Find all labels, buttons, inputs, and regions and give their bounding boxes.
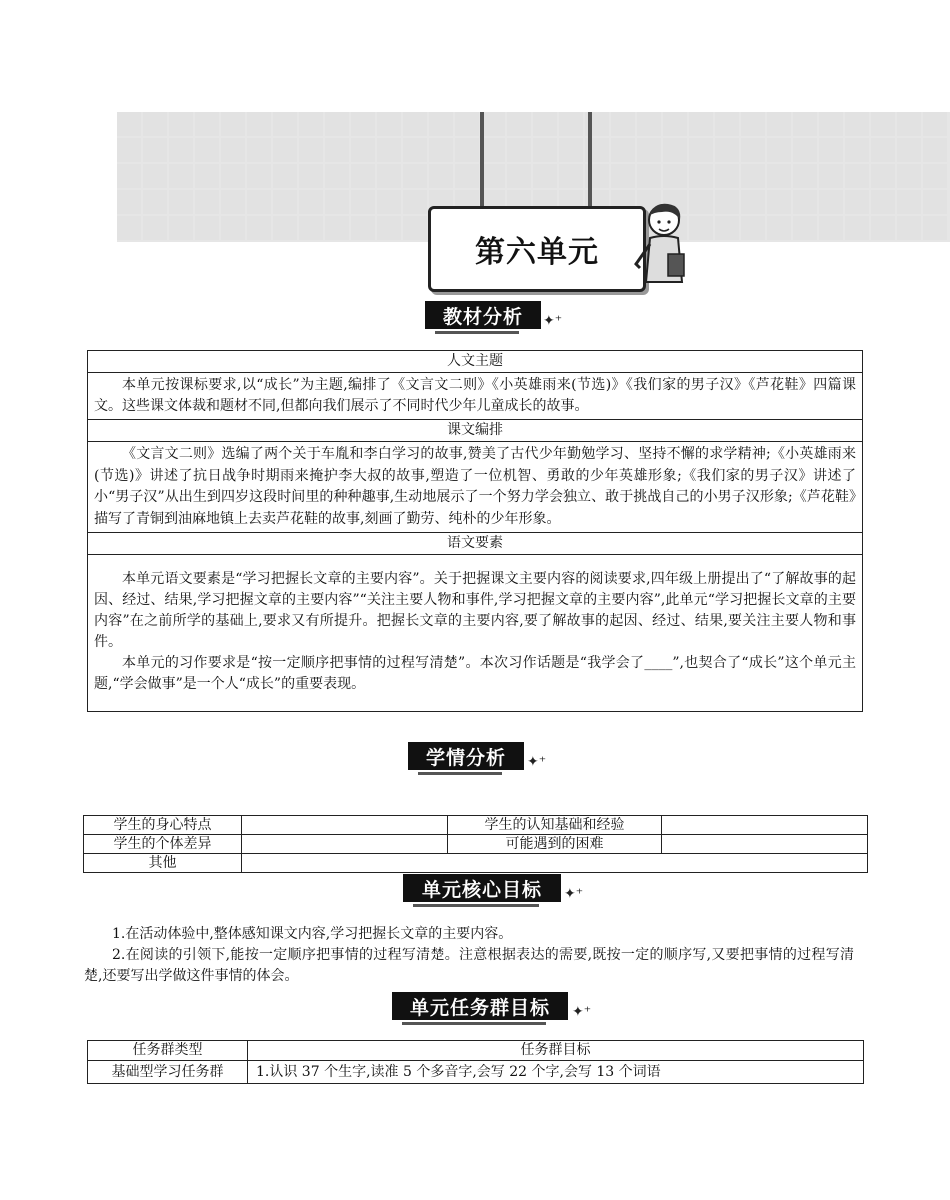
grid-cell	[195, 216, 219, 240]
writing-requirement-paragraph: 本单元的习作要求是“按一定顺序把事情的过程写清楚”。本次习作话题是“我学会了____”,也契合了“成长”这个单元主题,“学会做事”是一个人“成长”的重要表现。	[94, 655, 856, 692]
grid-cell	[741, 138, 765, 162]
grid-cell	[741, 216, 765, 240]
grid-cell	[793, 138, 817, 162]
task-group-table	[87, 1040, 864, 1084]
possible-difficulty-value	[662, 835, 868, 854]
grid-cell	[507, 112, 531, 136]
section-heading-textbook-analysis: 教材分析	[425, 301, 541, 329]
grid-cell	[637, 112, 661, 136]
grid-cell	[273, 216, 297, 240]
grid-cell	[403, 138, 427, 162]
theme-paragraph: 本单元按课标要求,以“成长”为主题,编排了《文言文二则》《小英雄雨来(节选)》《我们家的男子汉》《芦花鞋》四篇课文。这些课文体裁和题材不同,但都向我们展示了不同时代少年儿童成长的故事。	[88, 373, 863, 420]
grid-cell	[611, 112, 635, 136]
grid-cell	[819, 138, 843, 162]
sparkle-icon: ✦⁺	[564, 886, 584, 902]
grid-cell	[221, 112, 245, 136]
grid-cell	[325, 112, 349, 136]
grid-cell	[507, 164, 531, 188]
grid-cell	[481, 112, 505, 136]
sparkle-icon: ✦⁺	[543, 313, 563, 329]
grid-cell	[793, 112, 817, 136]
hanging-rope-left	[480, 112, 484, 208]
section-heading-core-goals: 单元核心目标	[403, 874, 561, 902]
grid-cell	[403, 112, 427, 136]
grid-cell	[195, 112, 219, 136]
grid-cell	[273, 138, 297, 162]
grid-cell	[663, 138, 687, 162]
grid-cell	[143, 216, 167, 240]
cognitive-basis-value	[662, 816, 868, 835]
arrangement-paragraph: 《文言文二则》选编了两个关于车胤和李白学习的故事,赞美了古代少年勤勉学习、坚持不懈的求学精神;《小英雄雨来(节选)》讲述了抗日战争时期雨来掩护李大叔的故事,塑造了一位机智、勇敢的少年英雄形象;《我们家的男子汉》讲述了小“男子汉”从出生到四岁这段时间里的种种趣事,生动地展示了一个努力学会独立、敢于挑战自己的小男子汉形象;《芦花鞋》描写了青铜到油麻地镇上去卖芦花鞋的故事,刻画了勤劳、纯朴的少年形象。	[88, 442, 863, 533]
grid-cell	[455, 164, 479, 188]
textbook-analysis-table	[87, 350, 863, 712]
grid-cell	[663, 164, 687, 188]
grid-cell	[923, 164, 947, 188]
student-analysis-table	[83, 815, 868, 873]
grid-cell	[143, 164, 167, 188]
grid-cell	[273, 112, 297, 136]
grid-cell	[715, 190, 739, 214]
grid-cell	[481, 138, 505, 162]
unit-title: 第六单元	[475, 235, 599, 270]
grid-cell	[143, 138, 167, 162]
grid-cell	[221, 216, 245, 240]
individual-difference-value	[242, 835, 448, 854]
grid-cell	[715, 164, 739, 188]
grid-cell	[871, 216, 895, 240]
grid-cell	[559, 138, 583, 162]
grid-cell	[767, 138, 791, 162]
sparkle-icon: ✦⁺	[527, 754, 547, 770]
other-label: 其他	[84, 854, 242, 873]
grid-cell	[377, 164, 401, 188]
sparkle-icon: ✦⁺	[572, 1004, 592, 1020]
grid-cell	[195, 164, 219, 188]
grid-cell	[351, 164, 375, 188]
grid-cell	[169, 190, 193, 214]
grid-cell	[403, 216, 427, 240]
grid-cell	[923, 216, 947, 240]
grid-cell	[403, 164, 427, 188]
physical-mental-label: 学生的身心特点	[84, 816, 242, 835]
grid-cell	[741, 164, 765, 188]
grid-cell	[143, 190, 167, 214]
grid-cell	[273, 164, 297, 188]
grid-cell	[637, 164, 661, 188]
grid-cell	[169, 216, 193, 240]
grid-cell	[351, 190, 375, 214]
language-elements-header: 语文要素	[88, 533, 863, 555]
grid-cell	[221, 190, 245, 214]
grid-cell	[429, 164, 453, 188]
grid-cell	[533, 164, 557, 188]
grid-cell	[689, 164, 713, 188]
grid-cell	[845, 216, 869, 240]
language-elements-paragraph: 本单元语文要素是“学习把握长文章的主要内容”。关于把握课文主要内容的阅读要求,四年级上册提出了“了解故事的起因、经过、结果,学习把握文章的主要内容”“关注主要人物和事件,学习把握文章的主要内容”,此单元“学习把握长文章的主要内容”在之前所学的基础上,要求又有所提升。把握长文章的主要内容,要了解故事的起因、经过、结果,要关注主要人物和事件。	[94, 571, 856, 650]
grid-cell	[897, 190, 921, 214]
grid-cell	[507, 138, 531, 162]
grid-cell	[767, 112, 791, 136]
grid-cell	[923, 112, 947, 136]
grid-cell	[871, 190, 895, 214]
grid-cell	[247, 164, 271, 188]
grid-cell	[767, 190, 791, 214]
possible-difficulty-label: 可能遇到的困难	[448, 835, 662, 854]
theme-header: 人文主题	[88, 351, 863, 373]
grid-cell	[325, 216, 349, 240]
grid-cell	[351, 138, 375, 162]
grid-cell	[845, 164, 869, 188]
grid-cell	[143, 112, 167, 136]
section-heading-task-group-goals: 单元任务群目标	[392, 992, 568, 1020]
grid-cell	[689, 138, 713, 162]
grid-cell	[689, 112, 713, 136]
grid-cell	[351, 216, 375, 240]
grid-cell	[767, 216, 791, 240]
grid-cell	[481, 164, 505, 188]
grid-cell	[819, 164, 843, 188]
grid-cell	[117, 138, 141, 162]
grid-cell	[533, 112, 557, 136]
grid-cell	[325, 164, 349, 188]
grid-cell	[299, 112, 323, 136]
grid-cell	[559, 164, 583, 188]
grid-cell	[741, 190, 765, 214]
grid-cell	[325, 138, 349, 162]
grid-cell	[247, 138, 271, 162]
grid-cell	[377, 190, 401, 214]
grid-cell	[871, 164, 895, 188]
core-goals-text	[84, 924, 854, 987]
grid-cell	[845, 112, 869, 136]
grid-cell	[741, 112, 765, 136]
grid-cell	[923, 190, 947, 214]
grid-cell	[897, 138, 921, 162]
grid-cell	[923, 138, 947, 162]
grid-cell	[169, 164, 193, 188]
student-mascot-icon	[634, 198, 694, 290]
grid-cell	[455, 138, 479, 162]
grid-cell	[377, 112, 401, 136]
section-heading-student-analysis: 学情分析	[408, 742, 524, 770]
task-type-header: 任务群类型	[88, 1041, 248, 1061]
hanging-rope-right	[588, 112, 592, 208]
grid-cell	[715, 216, 739, 240]
grid-cell	[221, 164, 245, 188]
other-value	[242, 854, 868, 873]
grid-cell	[819, 190, 843, 214]
unit-title-board	[428, 206, 646, 292]
grid-cell	[117, 164, 141, 188]
grid-cell	[377, 138, 401, 162]
grid-cell	[819, 112, 843, 136]
arrangement-header: 课文编排	[88, 420, 863, 442]
grid-cell	[871, 138, 895, 162]
grid-cell	[247, 216, 271, 240]
grid-cell	[429, 138, 453, 162]
grid-cell	[819, 216, 843, 240]
task-type-basic: 基础型学习任务群	[88, 1061, 248, 1084]
grid-cell	[871, 112, 895, 136]
grid-cell	[169, 138, 193, 162]
grid-cell	[195, 190, 219, 214]
grid-cell	[195, 138, 219, 162]
grid-cell	[117, 216, 141, 240]
grid-cell	[351, 112, 375, 136]
grid-cell	[611, 164, 635, 188]
grid-cell	[325, 190, 349, 214]
grid-cell	[767, 164, 791, 188]
grid-cell	[377, 216, 401, 240]
grid-cell	[299, 190, 323, 214]
grid-cell	[793, 216, 817, 240]
task-goal-basic: 1.认识 37 个生字,读准 5 个多音字,会写 22 个字,会写 13 个词语	[248, 1061, 864, 1084]
grid-cell	[299, 216, 323, 240]
grid-cell	[793, 164, 817, 188]
grid-cell	[897, 216, 921, 240]
grid-cell	[559, 112, 583, 136]
grid-cell	[429, 112, 453, 136]
grid-cell	[455, 112, 479, 136]
grid-cell	[247, 112, 271, 136]
grid-cell	[715, 112, 739, 136]
grid-cell	[299, 164, 323, 188]
grid-cell	[637, 138, 661, 162]
grid-cell	[845, 138, 869, 162]
grid-cell	[273, 190, 297, 214]
task-goal-header: 任务群目标	[248, 1041, 864, 1061]
grid-cell	[247, 190, 271, 214]
grid-cell	[611, 138, 635, 162]
grid-cell	[533, 138, 557, 162]
core-goal-2: 2.在阅读的引领下,能按一定顺序把事情的过程写清楚。注意根据表达的需要,既按一定的顺序写,又要把事情的过程写清楚,还要写出学做这件事情的体会。	[84, 947, 854, 984]
grid-cell	[299, 138, 323, 162]
grid-cell	[897, 112, 921, 136]
language-elements-cell	[88, 555, 863, 712]
core-goal-1: 1.在活动体验中,整体感知课文内容,学习把握长文章的主要内容。	[112, 926, 513, 942]
grid-cell	[715, 138, 739, 162]
grid-cell	[897, 164, 921, 188]
physical-mental-value	[242, 816, 448, 835]
grid-cell	[663, 112, 687, 136]
grid-cell	[117, 112, 141, 136]
grid-cell	[221, 138, 245, 162]
cognitive-basis-label: 学生的认知基础和经验	[448, 816, 662, 835]
grid-cell	[845, 190, 869, 214]
grid-cell	[403, 190, 427, 214]
grid-cell	[169, 112, 193, 136]
individual-difference-label: 学生的个体差异	[84, 835, 242, 854]
grid-cell	[117, 190, 141, 214]
grid-cell	[793, 190, 817, 214]
